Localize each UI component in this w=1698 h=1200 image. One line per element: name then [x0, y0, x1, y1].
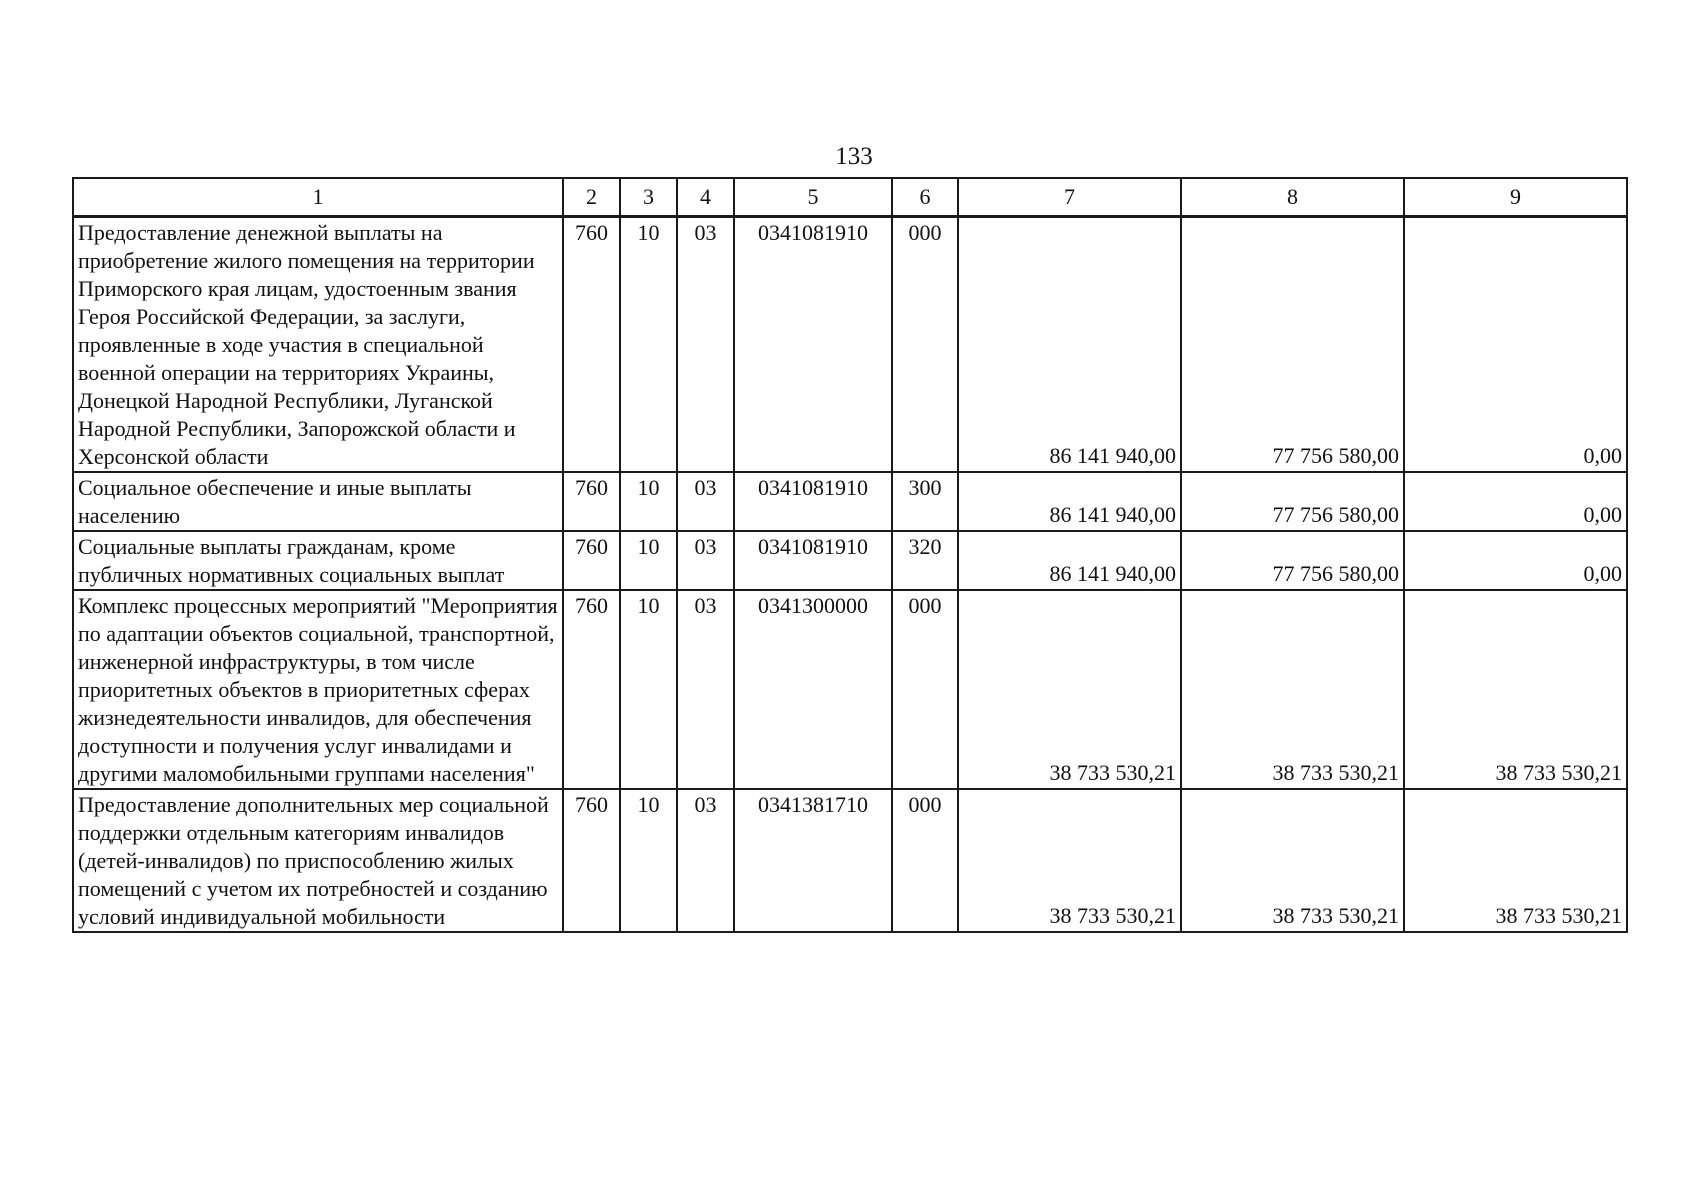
column-header: 4 [677, 178, 734, 217]
amount-col-7: 38 733 530,21 [958, 590, 1181, 789]
target-article-code: 0341381710 [734, 789, 892, 932]
table-header-row [73, 178, 1627, 217]
expense-type-code: 320 [892, 531, 958, 590]
target-article-code: 0341081910 [734, 472, 892, 531]
ministry-code: 760 [563, 472, 620, 531]
section-code: 10 [620, 472, 677, 531]
column-header: 5 [734, 178, 892, 217]
amount-col-8: 77 756 580,00 [1181, 217, 1404, 473]
amount-col-9: 0,00 [1404, 217, 1627, 473]
column-header: 3 [620, 178, 677, 217]
budget-table [72, 177, 1628, 933]
subsection-code: 03 [677, 789, 734, 932]
table-row [73, 531, 1627, 590]
column-header: 9 [1404, 178, 1627, 217]
amount-col-7: 86 141 940,00 [958, 472, 1181, 531]
target-article-code: 0341081910 [734, 217, 892, 473]
expense-type-code: 000 [892, 789, 958, 932]
row-name: Предоставление денежной выплаты на приобретение жилого помещения на территории Приморского края лицам, удостоенным звания Героя Российской Федерации, за заслуги, проявленные в ходе участия в специальной военной операции на территориях Украины, Донецкой Народной Республики, Луганской Народной Республики, Запорожской области и Херсонской области [73, 217, 563, 473]
column-header: 8 [1181, 178, 1404, 217]
target-article-code: 0341300000 [734, 590, 892, 789]
amount-col-7: 38 733 530,21 [958, 789, 1181, 932]
section-code: 10 [620, 590, 677, 789]
amount-col-7: 86 141 940,00 [958, 217, 1181, 473]
amount-col-8: 77 756 580,00 [1181, 472, 1404, 531]
amount-col-8: 77 756 580,00 [1181, 531, 1404, 590]
section-code: 10 [620, 217, 677, 473]
ministry-code: 760 [563, 789, 620, 932]
subsection-code: 03 [677, 472, 734, 531]
ministry-code: 760 [563, 217, 620, 473]
subsection-code: 03 [677, 590, 734, 789]
amount-col-9: 0,00 [1404, 531, 1627, 590]
ministry-code: 760 [563, 590, 620, 789]
page-number: 133 [835, 143, 873, 170]
row-name: Социальное обеспечение и иные выплаты населению [73, 472, 563, 531]
amount-col-9: 0,00 [1404, 472, 1627, 531]
column-header: 6 [892, 178, 958, 217]
amount-col-7: 86 141 940,00 [958, 531, 1181, 590]
row-name: Предоставление дополнительных мер социальной поддержки отдельным категориям инвалидов (детей-инвалидов) по приспособлению жилых помещений с учетом их потребностей и созданию условий индивидуальной мобильности [73, 789, 563, 932]
expense-type-code: 000 [892, 217, 958, 473]
table-row [73, 472, 1627, 531]
table-row [73, 217, 1627, 473]
column-header: 2 [563, 178, 620, 217]
expense-type-code: 300 [892, 472, 958, 531]
column-header: 1 [73, 178, 563, 217]
expense-type-code: 000 [892, 590, 958, 789]
subsection-code: 03 [677, 531, 734, 590]
target-article-code: 0341081910 [734, 531, 892, 590]
section-code: 10 [620, 531, 677, 590]
table-row [73, 789, 1627, 932]
ministry-code: 760 [563, 531, 620, 590]
table-row [73, 590, 1627, 789]
row-name: Комплекс процессных мероприятий "Мероприятия по адаптации объектов социальной, транспортной, инженерной инфраструктуры, в том числе приоритетных объектов в приоритетных сферах жизнедеятельности инвалидов, для обеспечения доступности и получения услуг инвалидами и другими маломобильными группами населения" [73, 590, 563, 789]
column-header: 7 [958, 178, 1181, 217]
section-code: 10 [620, 789, 677, 932]
amount-col-9: 38 733 530,21 [1404, 590, 1627, 789]
subsection-code: 03 [677, 217, 734, 473]
amount-col-8: 38 733 530,21 [1181, 590, 1404, 789]
amount-col-8: 38 733 530,21 [1181, 789, 1404, 932]
amount-col-9: 38 733 530,21 [1404, 789, 1627, 932]
row-name: Социальные выплаты гражданам, кроме публичных нормативных социальных выплат [73, 531, 563, 590]
